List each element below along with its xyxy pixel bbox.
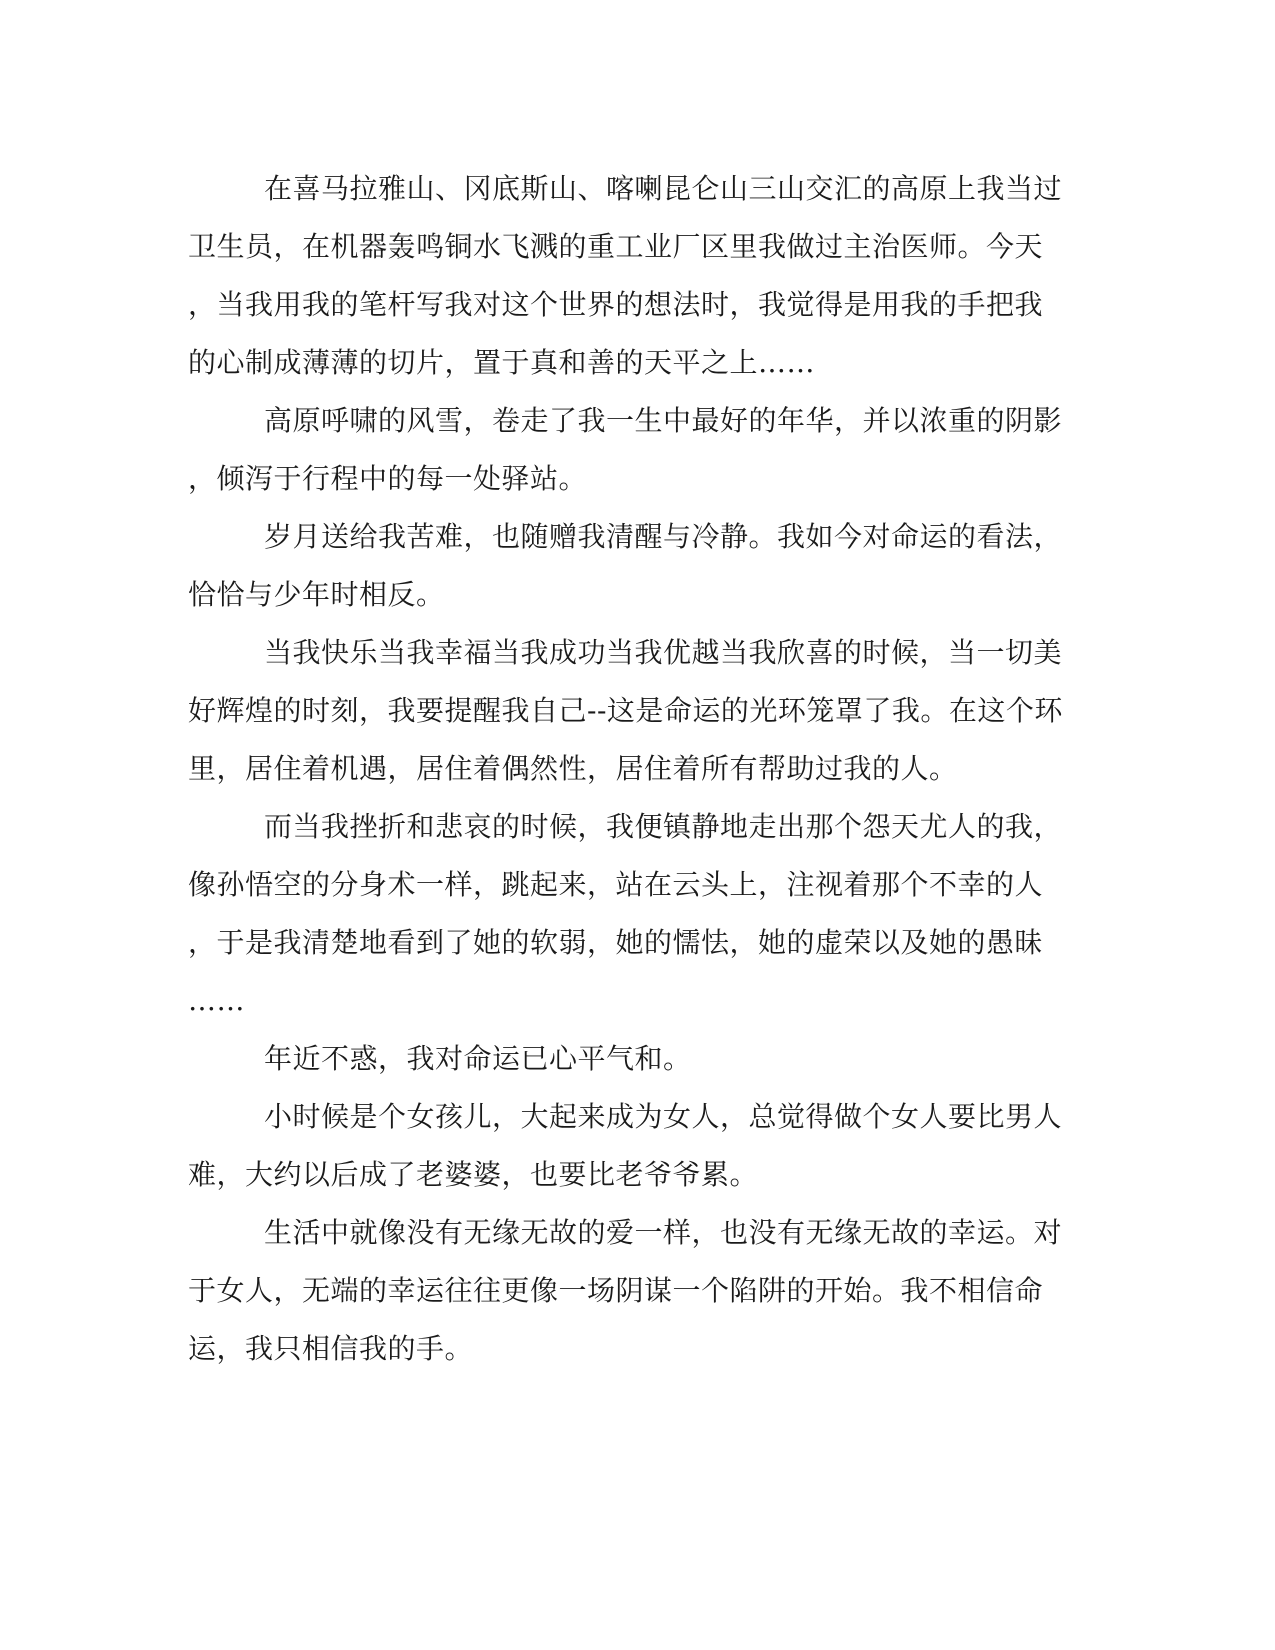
document-body [188, 160, 1088, 1378]
paragraph-3 [188, 508, 1088, 624]
text-line: ，于是我清楚地看到了她的软弱，她的懦怯，她的虚荣以及她的愚昧 [188, 926, 1044, 959]
text-line: 好辉煌的时刻，我要提醒我自己--这是命运的光环笼罩了我。在这个环 [188, 694, 1063, 727]
text-line: 里，居住着机遇，居住着偶然性，居住着所有帮助过我的人。 [188, 752, 958, 785]
text-line: 岁月送给我苦难，也随赠我清醒与冷静。我如今对命运的看法， [264, 520, 1063, 553]
text-line: 的心制成薄薄的切片，置于真和善的天平之上…… [188, 346, 816, 379]
text-line: 高原呼啸的风雪，卷走了我一生中最好的年华，并以浓重的阴影 [264, 404, 1063, 437]
text-line: 年近不惑，我对命运已心平气和。 [264, 1042, 692, 1075]
text-line: 而当我挫折和悲哀的时候，我便镇静地走出那个怨天尤人的我， [264, 810, 1063, 843]
text-line: 难，大约以后成了老婆婆，也要比老爷爷累。 [188, 1158, 759, 1191]
text-line: ，倾泻于行程中的每一处驿站。 [188, 462, 588, 495]
paragraph-6 [188, 1030, 1088, 1088]
text-line: 像孙悟空的分身术一样，跳起来，站在云头上，注视着那个不幸的人 [188, 868, 1044, 901]
text-line: 当我快乐当我幸福当我成功当我优越当我欣喜的时候，当一切美 [264, 636, 1063, 669]
text-line: 小时候是个女孩儿，大起来成为女人，总觉得做个女人要比男人 [264, 1100, 1063, 1133]
text-line: 恰恰与少年时相反。 [188, 578, 445, 611]
text-line: 生活中就像没有无缘无故的爱一样，也没有无缘无故的幸运。对 [264, 1216, 1063, 1249]
paragraph-8 [188, 1204, 1088, 1378]
text-line: …… [188, 984, 245, 1017]
text-line: 于女人，无端的幸运往往更像一场阴谋一个陷阱的开始。我不相信命 [188, 1274, 1044, 1307]
text-line: ，当我用我的笔杆写我对这个世界的想法时，我觉得是用我的手把我 [188, 288, 1044, 321]
paragraph-2 [188, 392, 1088, 508]
paragraph-7 [188, 1088, 1088, 1204]
text-line: 运，我只相信我的手。 [188, 1332, 474, 1365]
paragraph-5 [188, 798, 1088, 1030]
text-line: 卫生员，在机器轰鸣铜水飞溅的重工业厂区里我做过主治医师。今天 [188, 230, 1044, 263]
paragraph-1 [188, 160, 1088, 392]
text-line: 在喜马拉雅山、冈底斯山、喀喇昆仑山三山交汇的高原上我当过 [264, 172, 1063, 205]
paragraph-4 [188, 624, 1088, 798]
